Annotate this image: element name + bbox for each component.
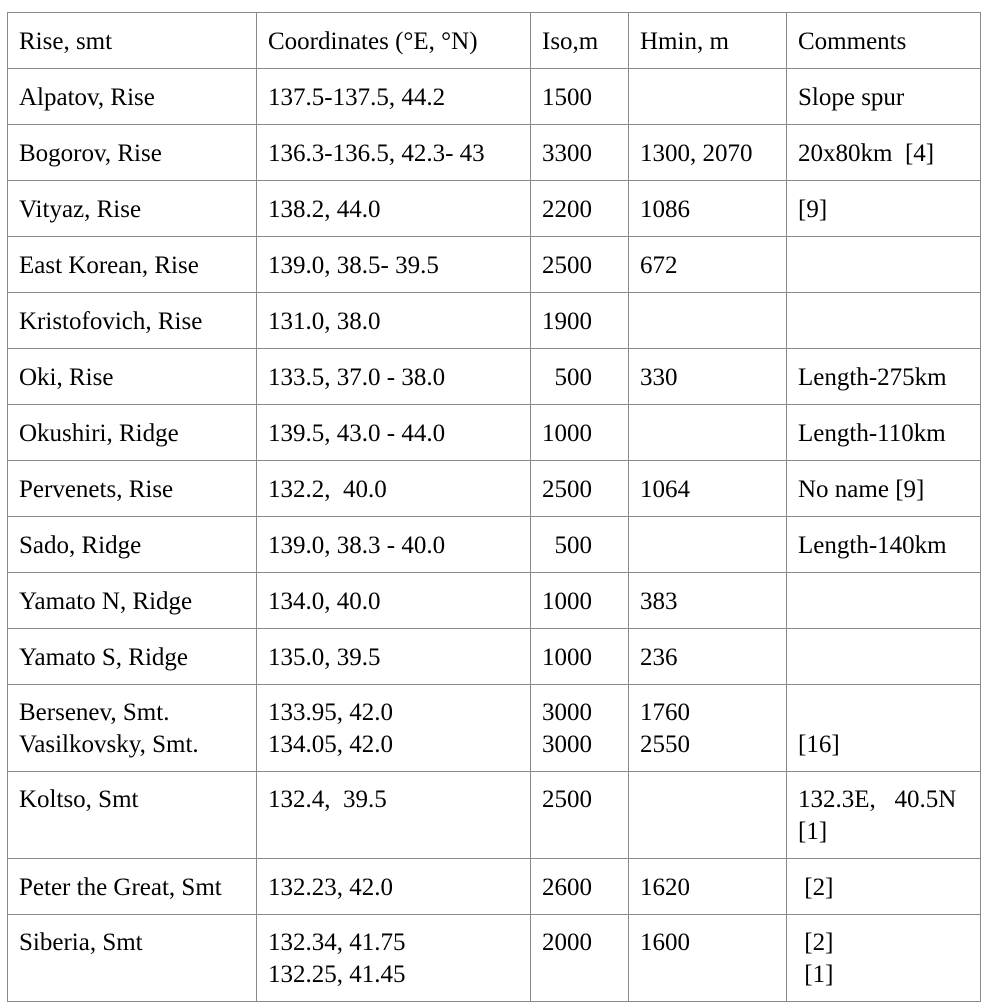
cell-text [640, 530, 775, 562]
cell-comments [787, 237, 981, 293]
cell-hmin [629, 69, 787, 125]
cell-name [8, 573, 257, 629]
cell-text: 1760 [640, 699, 690, 726]
cell-text: 2500 [542, 786, 592, 813]
cell-comments [787, 461, 981, 517]
cell-hmin [629, 237, 787, 293]
col-header-comments: Comments [787, 13, 981, 69]
cell-text: Length-275km [798, 364, 947, 391]
cell-name [8, 629, 257, 685]
cell-name [8, 181, 257, 237]
cell-text: 1300, 2070 [640, 140, 753, 167]
cell-text: 20x80km [4] [798, 140, 935, 167]
cell-text: Vasilkovsky, Smt. [19, 731, 199, 758]
table-row [8, 772, 981, 859]
table-row [8, 405, 981, 461]
cell-iso [531, 181, 629, 237]
cell-hmin [629, 125, 787, 181]
cell-text: 132.23, 42.0 [268, 874, 393, 901]
cell-text: Sado, Ridge [19, 532, 142, 559]
cell-text: Pervenets, Rise [19, 476, 174, 503]
cell-hmin [629, 859, 787, 915]
cell-text: Oki, Rise [19, 364, 114, 391]
cell-comments [787, 629, 981, 685]
cell-comments [787, 349, 981, 405]
cell-name [8, 517, 257, 573]
cell-coordinates [257, 405, 531, 461]
cell-coordinates [257, 685, 531, 772]
cell-name [8, 685, 257, 772]
cell-comments [787, 859, 981, 915]
cell-text: 2600 [542, 874, 592, 901]
cell-text: 500 [542, 532, 592, 559]
cell-iso [531, 349, 629, 405]
cell-text: 383 [640, 588, 678, 615]
cell-text: Alpatov, Rise [19, 84, 155, 111]
cell-coordinates [257, 573, 531, 629]
table-row [8, 859, 981, 915]
cell-comments [787, 125, 981, 181]
cell-text: Koltso, Smt [19, 786, 139, 813]
cell-coordinates [257, 349, 531, 405]
cell-iso [531, 685, 629, 772]
cell-text: Vityaz, Rise [19, 196, 142, 223]
cell-text: 1900 [542, 308, 592, 335]
cell-text [798, 250, 969, 282]
table-row [8, 237, 981, 293]
cell-name [8, 69, 257, 125]
cell-hmin [629, 293, 787, 349]
cell-text: 132.2, 40.0 [268, 476, 387, 503]
cell-coordinates [257, 915, 531, 1002]
cell-text: Slope spur [798, 84, 905, 111]
cell-hmin [629, 629, 787, 685]
cell-iso [531, 69, 629, 125]
cell-text: 1600 [640, 929, 690, 956]
cell-text: 134.0, 40.0 [268, 588, 381, 615]
cell-coordinates [257, 237, 531, 293]
cell-iso [531, 772, 629, 859]
cell-coordinates [257, 629, 531, 685]
table-body [8, 69, 981, 1002]
cell-text: East Korean, Rise [19, 252, 199, 279]
table-row [8, 125, 981, 181]
table-row [8, 181, 981, 237]
cell-text: No name [9] [798, 476, 925, 503]
cell-text: 139.0, 38.3 - 40.0 [268, 532, 446, 559]
cell-text: 672 [640, 252, 678, 279]
table-row [8, 293, 981, 349]
cell-text: 135.0, 39.5 [268, 644, 381, 671]
cell-hmin [629, 573, 787, 629]
cell-text: 136.3-136.5, 42.3- 43 [268, 140, 485, 167]
cell-text [640, 82, 775, 114]
cell-iso [531, 573, 629, 629]
cell-text: 133.5, 37.0 - 38.0 [268, 364, 446, 391]
col-header-coordinates: Coordinates (°E, °N) [257, 13, 531, 69]
table-row [8, 915, 981, 1002]
cell-text: 133.95, 42.0 [268, 699, 393, 726]
cell-name [8, 772, 257, 859]
cell-iso [531, 405, 629, 461]
cell-text: Length-140km [798, 532, 947, 559]
cell-text: Bersenev, Smt. [19, 699, 170, 726]
cell-text: 132.3E, 40.5N [798, 786, 957, 813]
cell-comments [787, 573, 981, 629]
cell-comments [787, 772, 981, 859]
cell-text [640, 418, 775, 450]
cell-text: Length-110km [798, 420, 946, 447]
cell-text: 2200 [542, 196, 592, 223]
cell-text [798, 642, 969, 674]
seamount-table [7, 12, 981, 1002]
cell-text [798, 586, 969, 618]
cell-text: Bogorov, Rise [19, 140, 162, 167]
cell-text: Siberia, Smt [19, 929, 143, 956]
cell-text: Okushiri, Ridge [19, 420, 179, 447]
cell-name [8, 461, 257, 517]
cell-text: 2550 [640, 731, 690, 758]
cell-iso [531, 517, 629, 573]
cell-iso [531, 125, 629, 181]
cell-hmin [629, 181, 787, 237]
cell-hmin [629, 517, 787, 573]
cell-iso [531, 859, 629, 915]
col-header-hmin: Hmin, m [629, 13, 787, 69]
cell-name [8, 349, 257, 405]
col-header-rise: Rise, smt [8, 13, 257, 69]
cell-text [640, 306, 775, 338]
table-row [8, 573, 981, 629]
cell-text: [9] [798, 196, 828, 223]
cell-text: [1] [798, 818, 828, 845]
cell-coordinates [257, 125, 531, 181]
cell-comments [787, 915, 981, 1002]
cell-hmin [629, 685, 787, 772]
header-row [8, 13, 981, 69]
cell-name [8, 237, 257, 293]
cell-hmin [629, 772, 787, 859]
cell-text: 1000 [542, 420, 592, 447]
cell-text [798, 306, 969, 338]
cell-text: 2500 [542, 476, 592, 503]
cell-text: 1620 [640, 874, 690, 901]
cell-text: 132.34, 41.75 [268, 929, 406, 956]
cell-comments [787, 685, 981, 772]
table-row [8, 349, 981, 405]
cell-text: 131.0, 38.0 [268, 308, 381, 335]
cell-text: [1] [798, 961, 834, 988]
cell-text: [2] [798, 874, 834, 901]
cell-name [8, 125, 257, 181]
col-header-iso: Iso,m [531, 13, 629, 69]
table-row [8, 69, 981, 125]
cell-text: 3300 [542, 140, 592, 167]
cell-hmin [629, 349, 787, 405]
cell-name [8, 405, 257, 461]
cell-hmin [629, 915, 787, 1002]
cell-text [640, 784, 775, 816]
cell-coordinates [257, 859, 531, 915]
cell-iso [531, 237, 629, 293]
cell-iso [531, 629, 629, 685]
cell-text: 330 [640, 364, 678, 391]
cell-text: 1500 [542, 84, 592, 111]
cell-text: 139.0, 38.5- 39.5 [268, 252, 439, 279]
cell-name [8, 293, 257, 349]
table-row [8, 517, 981, 573]
cell-text: [16] [798, 731, 840, 758]
cell-text [798, 697, 969, 729]
cell-text: [2] [798, 929, 834, 956]
cell-coordinates [257, 181, 531, 237]
cell-text: 2000 [542, 929, 592, 956]
cell-text: 139.5, 43.0 - 44.0 [268, 420, 446, 447]
cell-text: Peter the Great, Smt [19, 874, 222, 901]
cell-text: 1000 [542, 644, 592, 671]
cell-text: 500 [542, 364, 592, 391]
cell-iso [531, 461, 629, 517]
table-row [8, 685, 981, 772]
cell-coordinates [257, 461, 531, 517]
cell-coordinates [257, 517, 531, 573]
cell-comments [787, 405, 981, 461]
cell-text: 137.5-137.5, 44.2 [268, 84, 446, 111]
cell-text: 138.2, 44.0 [268, 196, 381, 223]
cell-coordinates [257, 772, 531, 859]
cell-text: 134.05, 42.0 [268, 731, 393, 758]
cell-comments [787, 517, 981, 573]
cell-hmin [629, 405, 787, 461]
cell-coordinates [257, 293, 531, 349]
cell-text: 3000 [542, 731, 592, 758]
cell-coordinates [257, 69, 531, 125]
cell-comments [787, 293, 981, 349]
cell-hmin [629, 461, 787, 517]
cell-text: Yamato N, Ridge [19, 588, 193, 615]
cell-text: 132.25, 41.45 [268, 961, 406, 988]
cell-text: 132.4, 39.5 [268, 786, 387, 813]
cell-text: 3000 [542, 699, 592, 726]
cell-text: 1086 [640, 196, 690, 223]
cell-text: 1000 [542, 588, 592, 615]
cell-text: 2500 [542, 252, 592, 279]
table-row [8, 461, 981, 517]
cell-comments [787, 181, 981, 237]
cell-name [8, 859, 257, 915]
cell-comments [787, 69, 981, 125]
cell-iso [531, 915, 629, 1002]
cell-name [8, 915, 257, 1002]
table-row [8, 629, 981, 685]
cell-iso [531, 293, 629, 349]
cell-text: Kristofovich, Rise [19, 308, 203, 335]
cell-text: Yamato S, Ridge [19, 644, 189, 671]
cell-text: 1064 [640, 476, 690, 503]
cell-text: 236 [640, 644, 678, 671]
